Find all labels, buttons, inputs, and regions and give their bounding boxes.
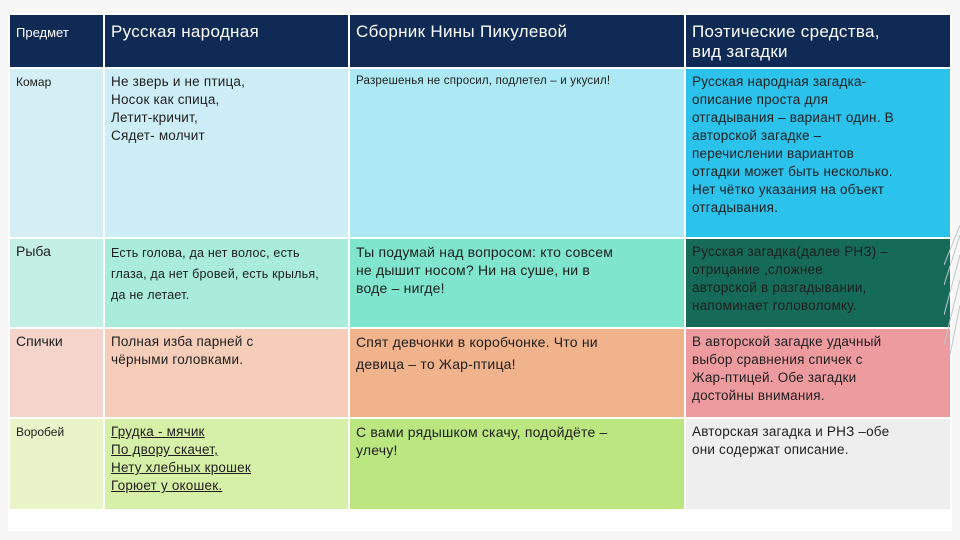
pikuleva-riddle-cell [349, 238, 685, 328]
means-line: отгадывания – вариант один. В [692, 110, 894, 125]
means-cell [685, 238, 951, 328]
header-means-line: вид загадки [692, 42, 788, 61]
table-header-row [9, 14, 951, 68]
riddle-text: Разрешенья не спросил, подлетел – и укусил! [356, 75, 611, 87]
folk-riddle-cell [104, 418, 349, 510]
means-line: описание проста для [692, 92, 829, 107]
header-folk: Русская народная [104, 14, 349, 68]
pikuleva-riddle-cell [349, 68, 685, 238]
riddle-line: глаза, да нет бровей, есть крылья, [111, 267, 319, 281]
subject-cell [9, 418, 104, 510]
subject-label: Рыба [16, 243, 51, 259]
subject-cell [9, 68, 104, 238]
folk-riddle-cell [104, 328, 349, 418]
means-line: напоминает головоломку. [692, 298, 857, 313]
means-line: В авторской загадке удачный [692, 334, 882, 349]
riddle-line: да не летает. [111, 288, 190, 302]
decorative-lines [944, 225, 960, 355]
riddle-line: девица – то Жар-птица! [356, 356, 516, 372]
riddle-line: По двору скачет, [111, 442, 219, 457]
means-cell [685, 418, 951, 510]
subject-cell [9, 328, 104, 418]
means-line: Жар-птицей. Обе загадки [692, 370, 857, 385]
means-line: достойны внимания. [692, 388, 825, 403]
riddle-line: Ты подумай над вопросом: кто совсем [356, 244, 614, 260]
header-subject: Предмет [9, 14, 104, 68]
riddle-line: улечу! [356, 442, 398, 458]
subject-label: Воробей [16, 425, 65, 439]
riddle-line: Не зверь и не птица, [111, 74, 246, 89]
subject-label: Спички [16, 333, 63, 349]
riddle-line: С вами рядышком скачу, подойдёте – [356, 424, 608, 440]
riddles-comparison-table [8, 13, 952, 511]
means-line: Русская загадка(далее РНЗ) – [692, 244, 889, 259]
subject-cell [9, 238, 104, 328]
riddle-line: Нету хлебных крошек [111, 460, 251, 475]
riddle-line: Полная изба парней с [111, 334, 254, 349]
means-line: отгадывания. [692, 200, 779, 215]
riddle-line: Грудка - мячик [111, 424, 205, 439]
means-line: выбор сравнения спичек с [692, 352, 863, 367]
header-pikuleva: Сборник Нины Пикулевой [349, 14, 685, 68]
table-row [9, 418, 951, 510]
riddle-line: Есть голова, да нет волос, есть [111, 246, 300, 260]
means-line: авторской загадке – [692, 128, 822, 143]
means-line: они содержат описание. [692, 442, 849, 457]
riddle-line: воде – нигде! [356, 280, 445, 296]
means-line: Нет чётко указания на объект [692, 182, 885, 197]
subject-label: Комар [16, 75, 52, 89]
pikuleva-riddle-cell [349, 328, 685, 418]
table-row [9, 328, 951, 418]
riddle-line: не дышит носом? Ни на суше, ни в [356, 262, 591, 278]
means-cell [685, 68, 951, 238]
table-row [9, 68, 951, 238]
riddle-line: чёрными головками. [111, 352, 244, 367]
means-line: перечислении вариантов [692, 146, 855, 161]
riddle-line: Носок как спица, [111, 92, 220, 107]
riddle-line: Летит-кричит, [111, 110, 198, 125]
riddle-line: Спят девчонки в коробчонке. Что ни [356, 334, 598, 350]
means-line: авторской в разгадывании, [692, 280, 867, 295]
means-line: отгадки может быть несколько. [692, 164, 893, 179]
riddle-line: Горюет у окошек. [111, 478, 223, 493]
folk-riddle-cell [104, 238, 349, 328]
header-means [685, 14, 951, 68]
means-line: отрицание ,сложнее [692, 262, 823, 277]
pikuleva-riddle-cell [349, 418, 685, 510]
means-line: Авторская загадка и РНЗ –обе [692, 424, 890, 439]
riddle-line: Сядет- молчит [111, 128, 205, 143]
folk-riddle-cell [104, 68, 349, 238]
table-row [9, 238, 951, 328]
means-cell [685, 328, 951, 418]
means-line: Русская народная загадка- [692, 74, 867, 89]
header-means-line: Поэтические средства, [692, 22, 880, 41]
